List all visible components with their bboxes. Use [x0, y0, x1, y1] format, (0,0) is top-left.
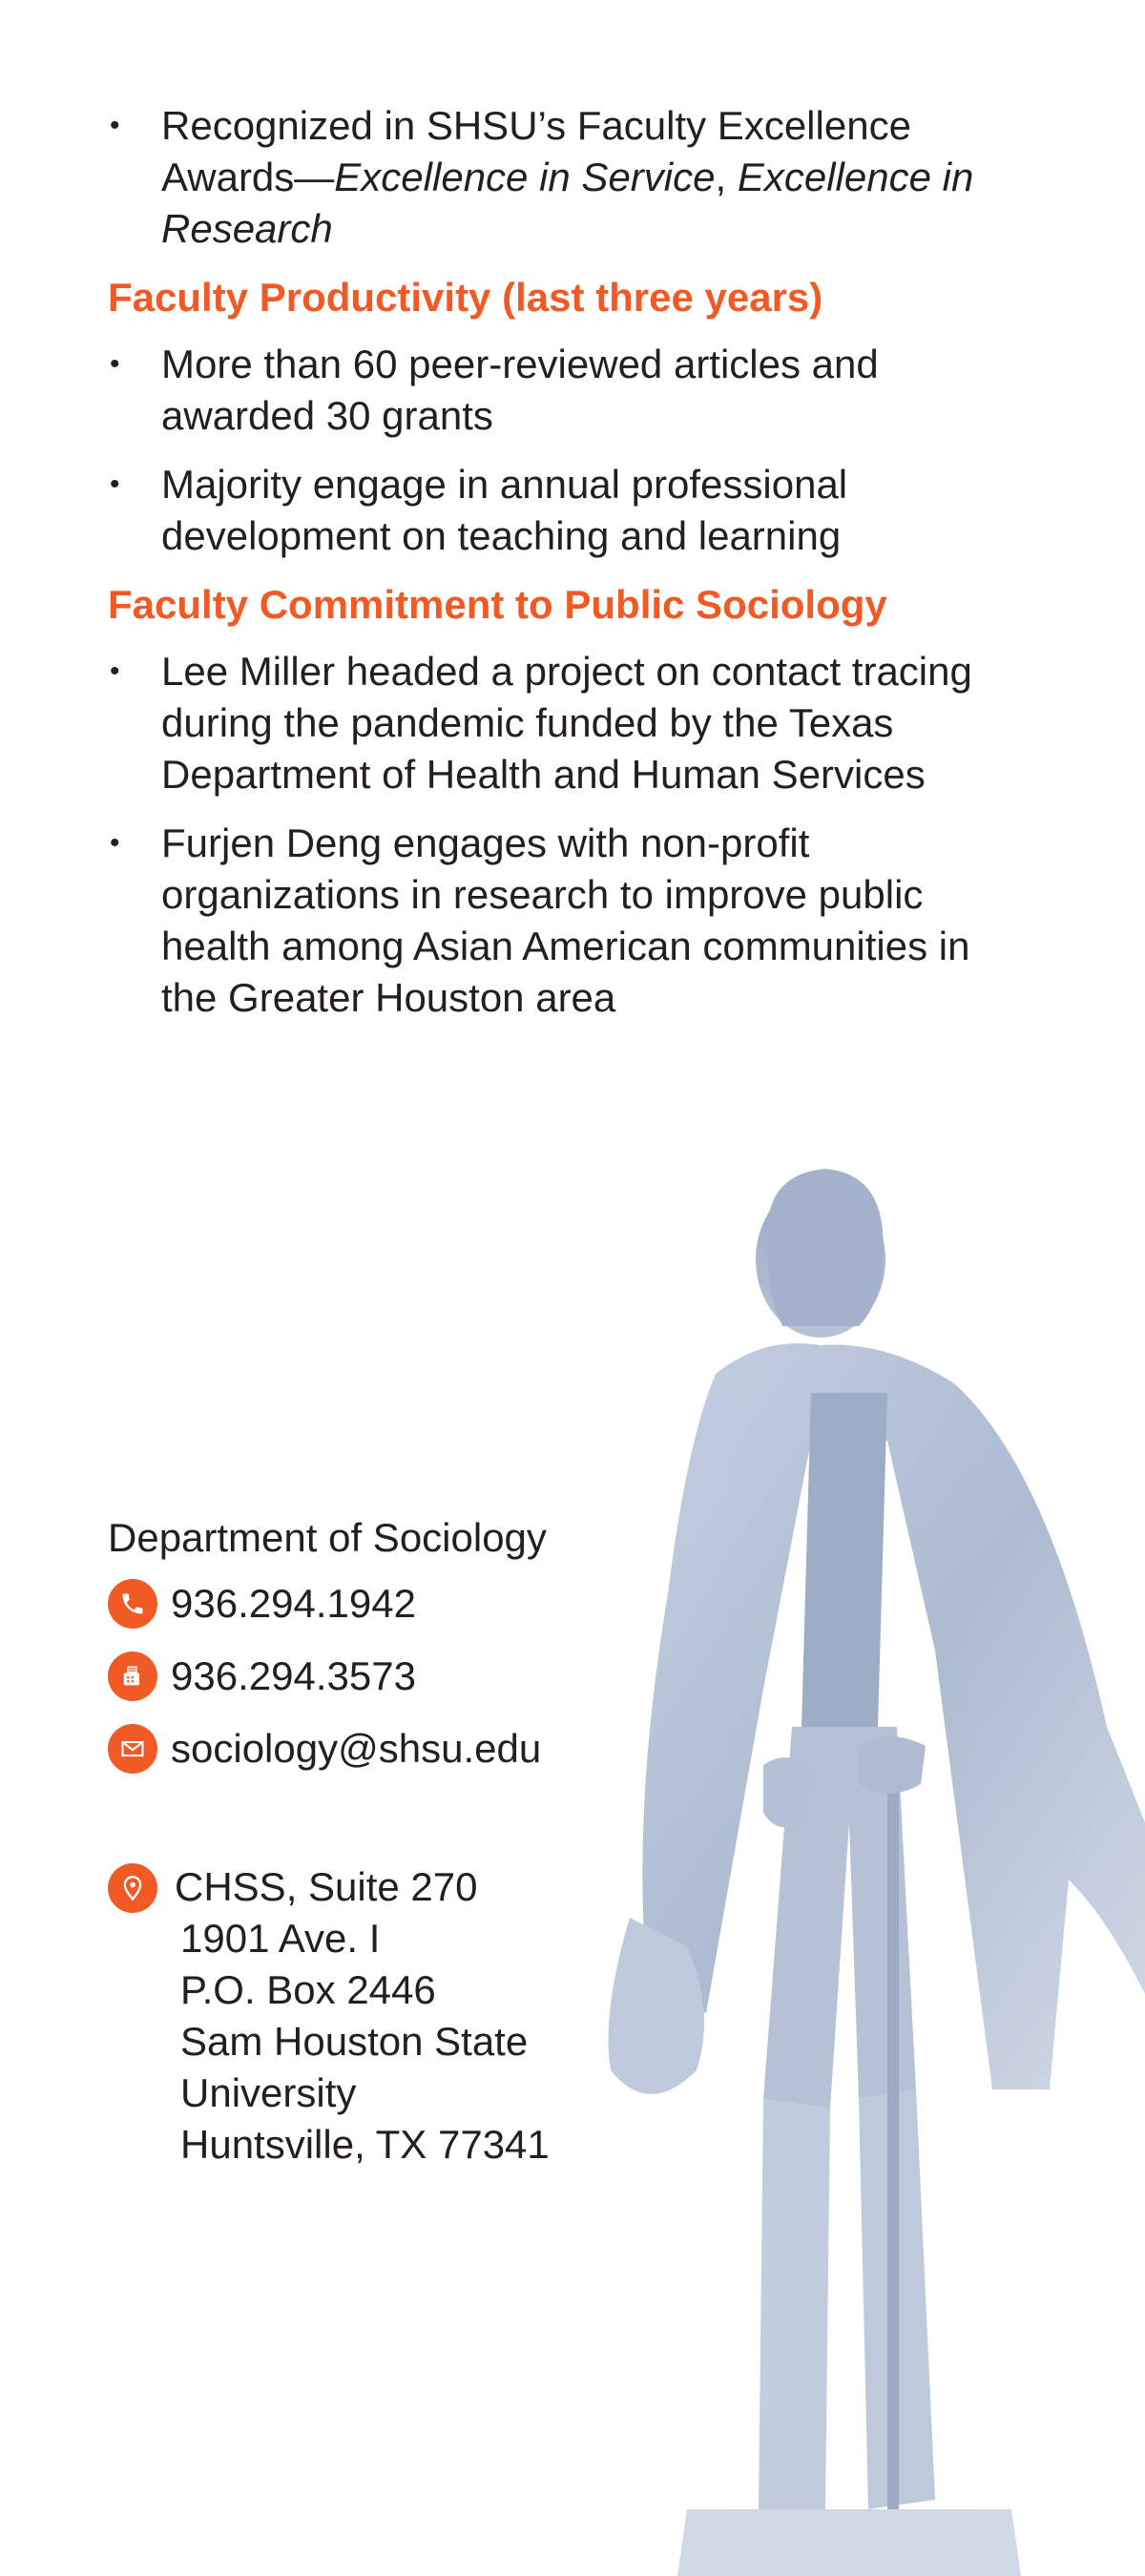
bullet-text: Lee Miller headed a project on contact tracing during the pandemic funded by the Texas Department of Health and Human Services [161, 649, 972, 797]
list-item [108, 459, 1024, 562]
email-row [108, 1722, 642, 1776]
phone-row [108, 1577, 642, 1631]
award-research: Excellence in Research [161, 155, 974, 251]
location-pin-icon [108, 1863, 157, 1913]
statue-image [572, 1154, 1145, 2576]
fax-row [108, 1650, 642, 1703]
productivity-list [108, 339, 1024, 562]
bullet-marker: • [110, 655, 120, 687]
address-line: Huntsville, TX 77341 [180, 2122, 550, 2167]
mail-icon [108, 1724, 157, 1774]
address-line: P.O. Box 2446 [180, 1967, 436, 2012]
fax-number: 936.294.3573 [171, 1653, 416, 1698]
bullet-text: Furjen Deng engages with non-profit organizations in research to improve public health among Asian American communities in the Greater Houston area [161, 821, 970, 1020]
bullet-text: Majority engage in annual professional development on teaching and learning [161, 462, 848, 558]
list-item [108, 339, 1024, 442]
phone-icon [108, 1579, 157, 1629]
recognition-list [108, 100, 1024, 255]
bullet-marker: • [110, 468, 120, 500]
public-sociology-list [108, 646, 1024, 1024]
section-heading-productivity: Faculty Productivity (last three years) [108, 275, 823, 320]
address-line: 1901 Ave. I [180, 1916, 381, 1961]
bullet-marker: • [110, 827, 120, 859]
section-heading-public-sociology: Faculty Commitment to Public Sociology [108, 582, 887, 627]
address-line: CHSS, Suite 270 [175, 1864, 478, 1909]
list-item [108, 646, 1024, 800]
department-name: Department of Sociology [108, 1515, 547, 1560]
contact-block [108, 1512, 642, 2171]
bullet-text: More than 60 peer-reviewed articles and awarded 30 grants [161, 342, 879, 438]
bullet-marker: • [110, 110, 120, 141]
list-item [108, 818, 1024, 1024]
phone-number[interactable]: 936.294.1942 [171, 1581, 416, 1626]
email-link[interactable]: sociology@shsu.edu [171, 1726, 542, 1771]
address-lines [108, 1861, 642, 2171]
bullet-text: Recognized in SHSU’s Faculty Excellence Awards— [161, 103, 911, 199]
list-item [108, 100, 1024, 255]
address-block [108, 1861, 642, 2171]
fax-icon [108, 1652, 157, 1701]
address-line: University [180, 2070, 357, 2115]
bullet-marker: • [110, 348, 120, 380]
main-content [108, 100, 1024, 1041]
award-service: Excellence in Service [334, 155, 716, 199]
bullet-separator: , [715, 155, 738, 199]
address-line: Sam Houston State [180, 2019, 529, 2064]
